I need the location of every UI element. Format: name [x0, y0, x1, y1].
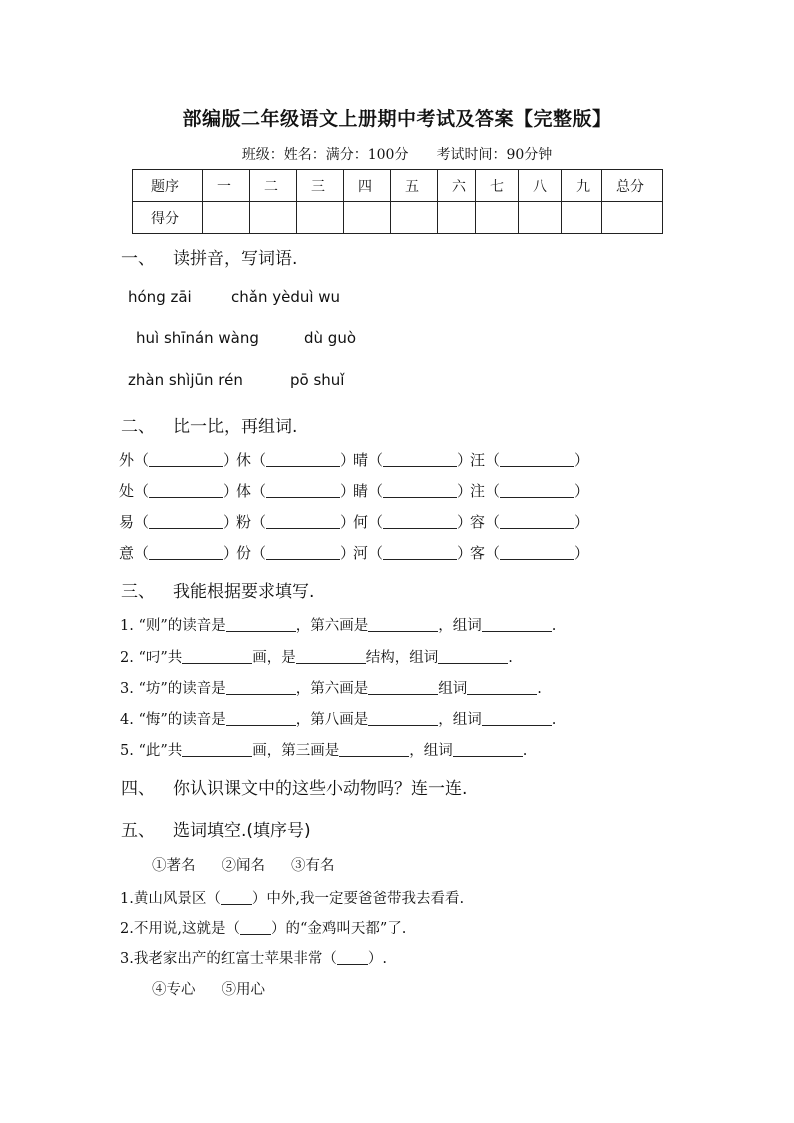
answer-blank[interactable]	[337, 950, 368, 965]
question-item: 5. “此”共 画，第三画是 ，组词 .	[120, 743, 528, 759]
char-label: 外	[119, 451, 135, 469]
char-label: 河	[353, 544, 369, 562]
question-item: 2. “叼”共 画，是 结构，组词 .	[120, 650, 513, 666]
answer-blank[interactable]	[438, 649, 508, 664]
answer-blank[interactable]	[368, 680, 438, 695]
compare-row: 意（ ）份（ ）河（ ）客（ ）	[119, 544, 590, 562]
answer-blank[interactable]	[226, 711, 296, 726]
section-number: 五、	[121, 821, 155, 841]
char-label: 意	[119, 544, 135, 562]
answer-blank[interactable]	[383, 514, 457, 529]
answer-blank[interactable]	[266, 483, 340, 498]
score-cell[interactable]	[391, 202, 438, 234]
answer-blank[interactable]	[500, 545, 574, 560]
answer-blank[interactable]	[226, 617, 296, 632]
score-cell[interactable]	[344, 202, 391, 234]
answer-blank[interactable]	[149, 452, 223, 467]
char-label: 容	[470, 513, 486, 531]
table-header-cell: 六	[438, 170, 476, 202]
answer-blank[interactable]	[149, 545, 223, 560]
section-number: 四、	[121, 779, 155, 799]
char-label: 客	[470, 544, 486, 562]
answer-blank[interactable]	[240, 920, 271, 935]
compare-row: 易（ ）粉（ ）何（ ）容（ ）	[119, 513, 590, 531]
answer-blank[interactable]	[182, 649, 252, 664]
score-table-score-row	[133, 202, 663, 234]
exam-info: 班级：姓名：满分：100分 考试时间：90分钟	[241, 147, 553, 163]
char-label: 处	[119, 482, 135, 500]
char-label: 易	[119, 513, 135, 531]
score-cell[interactable]	[519, 202, 562, 234]
score-cell[interactable]	[438, 202, 476, 234]
table-header-cell: 四	[344, 170, 391, 202]
option-item: ①著名	[152, 858, 196, 874]
section-number: 一、	[121, 249, 155, 269]
option-item: ③有名	[291, 858, 335, 874]
answer-blank[interactable]	[453, 742, 523, 757]
pinyin-item: pō shuǐ	[290, 371, 345, 389]
compare-row: 外（ ）休（ ）晴（ ）汪（ ）	[119, 451, 590, 469]
question-item: 3. “坊”的读音是 ，第六画是 组词 .	[120, 681, 542, 697]
table-header-cell: 九	[562, 170, 602, 202]
question-item: 1. “则”的读音是 ，第六画是 ，组词 .	[120, 618, 557, 634]
section-title: 你认识课文中的这些小动物吗？连一连.	[173, 779, 468, 799]
pinyin-item: zhàn shìjūn rén	[128, 371, 243, 389]
section-heading	[121, 816, 311, 841]
char-label: 睛	[353, 482, 369, 500]
word-options	[152, 854, 361, 875]
table-header-cell: 总分	[602, 170, 663, 202]
answer-blank[interactable]	[339, 742, 409, 757]
answer-blank[interactable]	[266, 545, 340, 560]
question-item: 4. “悔”的读音是 ，第八画是 ，组词 .	[120, 712, 557, 728]
option-item: ④专心	[152, 982, 196, 998]
score-cell[interactable]	[203, 202, 250, 234]
section-heading	[121, 244, 297, 269]
table-header-cell: 题序	[133, 170, 203, 202]
answer-blank[interactable]	[296, 649, 366, 664]
compare-row: 处（ ）体（ ）睛（ ）注（ ）	[119, 482, 590, 500]
section-heading	[121, 774, 467, 799]
pinyin-item: dù guò	[304, 329, 357, 347]
page-title: 部编版二年级语文上册期中考试及答案【完整版】	[182, 108, 612, 130]
answer-blank[interactable]	[149, 483, 223, 498]
option-item: ⑤用心	[221, 982, 265, 998]
answer-blank[interactable]	[226, 680, 296, 695]
char-label: 粉	[236, 513, 252, 531]
section-title: 读拼音，写词语.	[173, 249, 298, 269]
char-label: 汪	[470, 451, 486, 469]
answer-blank[interactable]	[500, 452, 574, 467]
pinyin-row	[128, 288, 350, 306]
answer-blank[interactable]	[500, 483, 574, 498]
word-options	[152, 978, 291, 999]
answer-blank[interactable]	[266, 514, 340, 529]
answer-blank[interactable]	[368, 617, 438, 632]
pinyin-item: chǎn yèduì wu	[231, 288, 341, 306]
answer-blank[interactable]	[500, 514, 574, 529]
score-table	[132, 169, 663, 234]
char-label: 注	[470, 482, 486, 500]
section-heading	[121, 577, 314, 602]
answer-blank[interactable]	[383, 452, 457, 467]
score-table-header-row	[133, 170, 663, 202]
answer-blank[interactable]	[182, 742, 252, 757]
section-title: 比一比，再组词.	[173, 417, 298, 437]
answer-blank[interactable]	[383, 483, 457, 498]
answer-blank[interactable]	[482, 711, 552, 726]
answer-blank[interactable]	[266, 452, 340, 467]
section-title: 我能根据要求填写.	[173, 582, 315, 602]
answer-blank[interactable]	[467, 680, 537, 695]
option-item: ②闻名	[221, 858, 265, 874]
table-header-cell: 三	[297, 170, 344, 202]
char-label: 晴	[353, 451, 369, 469]
section-number: 三、	[121, 582, 155, 602]
table-header-cell: 五	[391, 170, 438, 202]
table-row-label: 得分	[133, 202, 203, 234]
score-cell[interactable]	[250, 202, 297, 234]
table-header-cell: 一	[203, 170, 250, 202]
table-header-cell: 七	[476, 170, 519, 202]
question-item: 1.黄山风景区（ ）中外,我一定要爸爸带我去看看.	[120, 891, 465, 907]
question-item: 3.我老家出产的红富士苹果非常（ ）.	[120, 951, 387, 967]
char-label: 体	[236, 482, 252, 500]
table-header-cell: 八	[519, 170, 562, 202]
score-cell[interactable]	[297, 202, 344, 234]
section-number: 二、	[121, 417, 155, 437]
score-cell[interactable]	[562, 202, 602, 234]
pinyin-row	[136, 329, 366, 347]
score-cell[interactable]	[602, 202, 663, 234]
section-heading	[121, 412, 297, 437]
char-label: 份	[236, 544, 252, 562]
section-title: 选词填空.(填序号)	[173, 821, 311, 841]
answer-blank[interactable]	[482, 617, 552, 632]
question-item: 2.不用说,这就是（ ）的“金鸡叫天都”了.	[120, 921, 407, 937]
table-header-cell: 二	[250, 170, 297, 202]
answer-blank[interactable]	[368, 711, 438, 726]
answer-blank[interactable]	[149, 514, 223, 529]
char-label: 休	[236, 451, 252, 469]
pinyin-item: huì shīnán wàng	[136, 329, 259, 347]
answer-blank[interactable]	[221, 890, 252, 905]
answer-blank[interactable]	[383, 545, 457, 560]
pinyin-row	[128, 371, 354, 389]
char-label: 何	[353, 513, 369, 531]
score-cell[interactable]	[476, 202, 519, 234]
pinyin-item: hóng zāi	[128, 288, 192, 306]
